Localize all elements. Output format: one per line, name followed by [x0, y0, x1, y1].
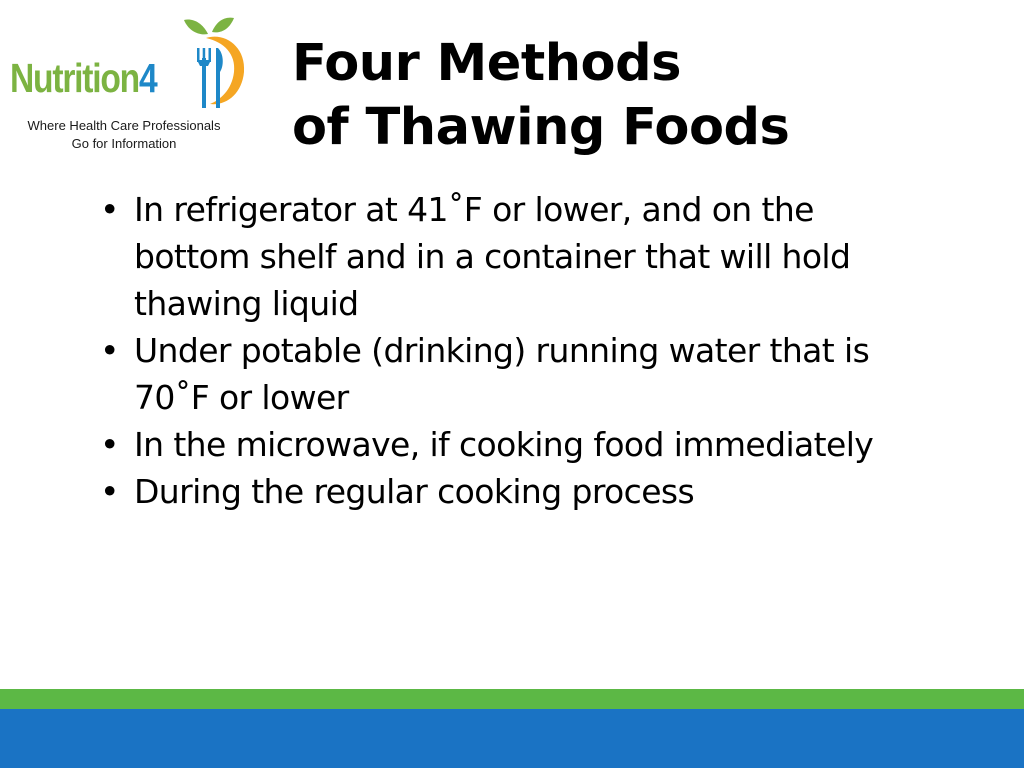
logo-tagline	[8, 117, 240, 153]
logo-tagline-line1: Where Health Care Professionals	[27, 118, 221, 133]
bullet-marker: •	[100, 472, 119, 511]
bullet-item-refrigerator	[100, 186, 960, 327]
bullet-item-microwave	[100, 421, 960, 468]
bullet-text-line: In the microwave, if cooking food immediately	[134, 425, 874, 464]
bullet-text-line: 70˚F or lower	[134, 378, 349, 417]
footer-blue-bar	[0, 709, 1024, 768]
logo-word-four: 4	[138, 55, 157, 101]
bullet-text-line: In refrigerator at 41˚F or lower, and on the	[134, 190, 814, 229]
apple-fork-knife-icon	[166, 14, 248, 110]
slide-title-line1: Four Methods	[292, 34, 681, 93]
bullet-text-line: bottom shelf and in a container that will hold	[134, 237, 851, 276]
bullet-marker: •	[100, 425, 119, 464]
logo-word-nutrition: Nutrition	[10, 55, 139, 101]
bullet-marker: •	[100, 331, 119, 370]
slide-title	[292, 32, 789, 160]
slide-title-line2: of Thawing Foods	[292, 98, 790, 157]
bullet-text-line: During the regular cooking process	[134, 472, 695, 511]
bullet-item-running-water	[100, 327, 960, 421]
nutrition411-logo	[8, 14, 258, 154]
bullet-text-line: thawing liquid	[134, 284, 359, 323]
bullet-text-line: Under potable (drinking) running water that is	[134, 331, 870, 370]
footer-green-bar	[0, 689, 1024, 709]
bullet-list	[100, 186, 960, 515]
bullet-marker: •	[100, 190, 119, 229]
bullet-item-cooking-process	[100, 468, 960, 515]
logo-tagline-line2: Go for Information	[71, 136, 177, 151]
logo-wordmark	[10, 55, 157, 101]
